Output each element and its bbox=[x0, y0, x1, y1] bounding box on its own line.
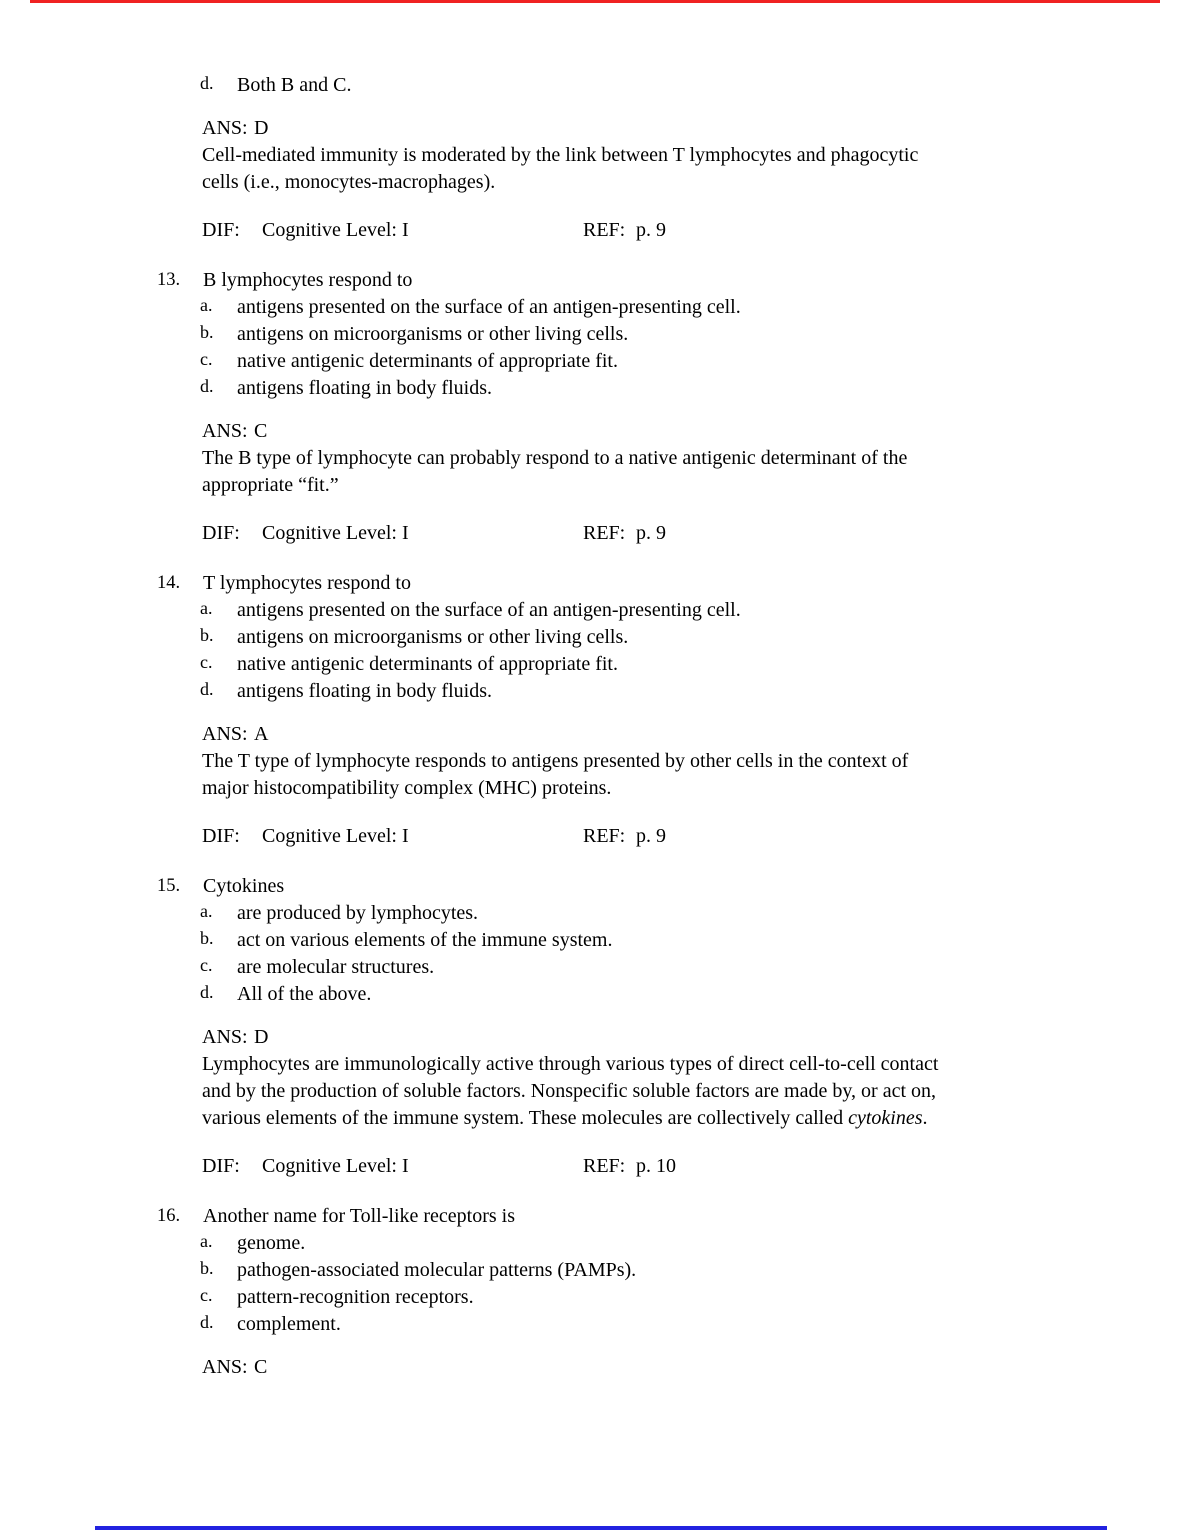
explanation bbox=[202, 1051, 1190, 1132]
answer-line bbox=[202, 1024, 1190, 1051]
option-text: pattern-recognition receptors. bbox=[237, 1286, 474, 1308]
bottom-rule bbox=[95, 1526, 1107, 1530]
explanation-text: and by the production of soluble factors. Nonspecific soluble factors are made by, or act on, bbox=[202, 1080, 937, 1102]
dif-ref-row bbox=[202, 1153, 1190, 1180]
option-row bbox=[200, 1230, 1190, 1257]
explanation-line bbox=[202, 1078, 1190, 1105]
question-stem: T lymphocytes respond to bbox=[203, 572, 411, 594]
option-row bbox=[200, 1284, 1190, 1311]
explanation-text: major histocompatibility complex (MHC) proteins. bbox=[202, 777, 612, 799]
explanation-text: Lymphocytes are immunologically active through various types of direct cell-to-cell contact bbox=[202, 1053, 939, 1075]
option-text: are produced by lymphocytes. bbox=[237, 902, 479, 924]
option-row bbox=[200, 321, 1190, 348]
ans-label: ANS: bbox=[202, 420, 248, 442]
option-text: antigens on microorganisms or other living cells. bbox=[237, 323, 629, 345]
explanation-text: The B type of lymphocyte can probably respond to a native antigenic determinant of the bbox=[202, 447, 908, 469]
option-text: Both B and C. bbox=[237, 74, 352, 96]
option-row bbox=[200, 927, 1190, 954]
question-number: 13. bbox=[157, 270, 181, 290]
explanation-line bbox=[202, 1105, 1190, 1132]
question-number: 15. bbox=[157, 876, 181, 896]
dif-ref-row bbox=[202, 823, 1190, 850]
question-line bbox=[157, 1203, 1190, 1230]
answer-line bbox=[202, 418, 1190, 445]
option-text: antigens floating in body fluids. bbox=[237, 377, 492, 399]
dif-value: Cognitive Level: I bbox=[262, 825, 409, 847]
option-letter: c. bbox=[200, 349, 213, 369]
option-text: antigens floating in body fluids. bbox=[237, 680, 492, 702]
option-letter: b. bbox=[200, 928, 214, 948]
ans-value: C bbox=[254, 1356, 268, 1378]
question-number: 14. bbox=[157, 573, 181, 593]
option-letter: d. bbox=[200, 982, 214, 1002]
explanation-text: Cell-mediated immunity is moderated by the link between T lymphocytes and phagocytic bbox=[202, 144, 919, 166]
option-letter: d. bbox=[200, 1312, 214, 1332]
option-row bbox=[200, 1257, 1190, 1284]
ref-value: p. 9 bbox=[636, 825, 666, 847]
option-letter: a. bbox=[200, 598, 213, 618]
question-line bbox=[157, 873, 1190, 900]
option-text: antigens on microorganisms or other living cells. bbox=[237, 626, 629, 648]
option-letter: b. bbox=[200, 322, 214, 342]
question-stem: B lymphocytes respond to bbox=[203, 269, 413, 291]
option-row bbox=[200, 375, 1190, 402]
explanation-text: appropriate “fit.” bbox=[202, 474, 339, 496]
dif-value: Cognitive Level: I bbox=[262, 522, 409, 544]
question-stem: Cytokines bbox=[203, 875, 285, 897]
explanation-italic-term: cytokines bbox=[848, 1107, 923, 1129]
explanation bbox=[202, 445, 1190, 499]
page-content bbox=[0, 72, 1190, 1381]
top-rule bbox=[30, 0, 1160, 3]
dif-label: DIF: bbox=[202, 522, 240, 544]
ref-label: REF: bbox=[583, 825, 626, 847]
ref-label: REF: bbox=[583, 522, 626, 544]
option-row bbox=[200, 294, 1190, 321]
explanation-line bbox=[202, 472, 1190, 499]
option-letter: c. bbox=[200, 652, 213, 672]
option-row bbox=[200, 954, 1190, 981]
ref-value: p. 10 bbox=[636, 1155, 676, 1177]
option-row bbox=[200, 1311, 1190, 1338]
answer-fragment-block bbox=[0, 72, 1190, 244]
explanation-line bbox=[202, 142, 1190, 169]
question-block bbox=[0, 1203, 1190, 1381]
option-letter: a. bbox=[200, 1231, 213, 1251]
explanation-line bbox=[202, 445, 1190, 472]
dif-label: DIF: bbox=[202, 1155, 240, 1177]
dif-value: Cognitive Level: I bbox=[262, 219, 409, 241]
option-row bbox=[200, 981, 1190, 1008]
ref-value: p. 9 bbox=[636, 522, 666, 544]
answer-line bbox=[202, 721, 1190, 748]
ans-label: ANS: bbox=[202, 117, 248, 139]
option-letter: c. bbox=[200, 1285, 213, 1305]
option-row bbox=[200, 597, 1190, 624]
option-letter: b. bbox=[200, 625, 214, 645]
option-row bbox=[200, 624, 1190, 651]
question-line bbox=[157, 570, 1190, 597]
question-number: 16. bbox=[157, 1206, 181, 1226]
dif-ref-row bbox=[202, 520, 1190, 547]
dif-label: DIF: bbox=[202, 219, 240, 241]
explanation-line bbox=[202, 1051, 1190, 1078]
ans-value: D bbox=[254, 117, 269, 139]
dif-ref-row bbox=[202, 217, 1190, 244]
ref-value: p. 9 bbox=[636, 219, 666, 241]
option-text: pathogen-associated molecular patterns (PAMPs). bbox=[237, 1259, 637, 1281]
option-text: are molecular structures. bbox=[237, 956, 435, 978]
dif-label: DIF: bbox=[202, 825, 240, 847]
option-row bbox=[200, 72, 1190, 99]
answer-line bbox=[202, 1354, 1190, 1381]
option-text: act on various elements of the immune system. bbox=[237, 929, 613, 951]
option-letter: d. bbox=[200, 679, 214, 699]
option-row bbox=[200, 348, 1190, 375]
ans-label: ANS: bbox=[202, 1026, 248, 1048]
explanation bbox=[202, 142, 1190, 196]
question-line bbox=[157, 267, 1190, 294]
option-row bbox=[200, 900, 1190, 927]
option-letter: c. bbox=[200, 955, 213, 975]
option-text: All of the above. bbox=[237, 983, 372, 1005]
question-block bbox=[0, 570, 1190, 850]
explanation-line bbox=[202, 775, 1190, 802]
option-text: complement. bbox=[237, 1313, 341, 1335]
ans-label: ANS: bbox=[202, 723, 248, 745]
question-stem: Another name for Toll-like receptors is bbox=[203, 1205, 516, 1227]
explanation-text: various elements of the immune system. These molecules are collectively called bbox=[202, 1107, 849, 1129]
explanation-text: The T type of lymphocyte responds to antigens presented by other cells in the context of bbox=[202, 750, 909, 772]
question-block bbox=[0, 267, 1190, 547]
option-text: antigens presented on the surface of an antigen-presenting cell. bbox=[237, 599, 741, 621]
ans-value: D bbox=[254, 1026, 269, 1048]
option-letter: a. bbox=[200, 901, 213, 921]
explanation-line bbox=[202, 748, 1190, 775]
option-text: antigens presented on the surface of an antigen-presenting cell. bbox=[237, 296, 741, 318]
ref-label: REF: bbox=[583, 219, 626, 241]
ans-label: ANS: bbox=[202, 1356, 248, 1378]
option-letter: a. bbox=[200, 295, 213, 315]
ref-label: REF: bbox=[583, 1155, 626, 1177]
option-letter: d. bbox=[200, 376, 214, 396]
option-text: native antigenic determinants of appropriate fit. bbox=[237, 653, 618, 675]
ans-value: C bbox=[254, 420, 268, 442]
option-text: native antigenic determinants of appropriate fit. bbox=[237, 350, 618, 372]
question-block bbox=[0, 873, 1190, 1180]
explanation-line bbox=[202, 169, 1190, 196]
option-text: genome. bbox=[237, 1232, 306, 1254]
option-row bbox=[200, 678, 1190, 705]
option-letter: d. bbox=[200, 73, 214, 93]
option-letter: b. bbox=[200, 1258, 214, 1278]
explanation bbox=[202, 748, 1190, 802]
answer-line bbox=[202, 115, 1190, 142]
explanation-text: . bbox=[922, 1107, 928, 1129]
option-row bbox=[200, 651, 1190, 678]
explanation-text: cells (i.e., monocytes-macrophages). bbox=[202, 171, 496, 193]
ans-value: A bbox=[254, 723, 269, 745]
dif-value: Cognitive Level: I bbox=[262, 1155, 409, 1177]
